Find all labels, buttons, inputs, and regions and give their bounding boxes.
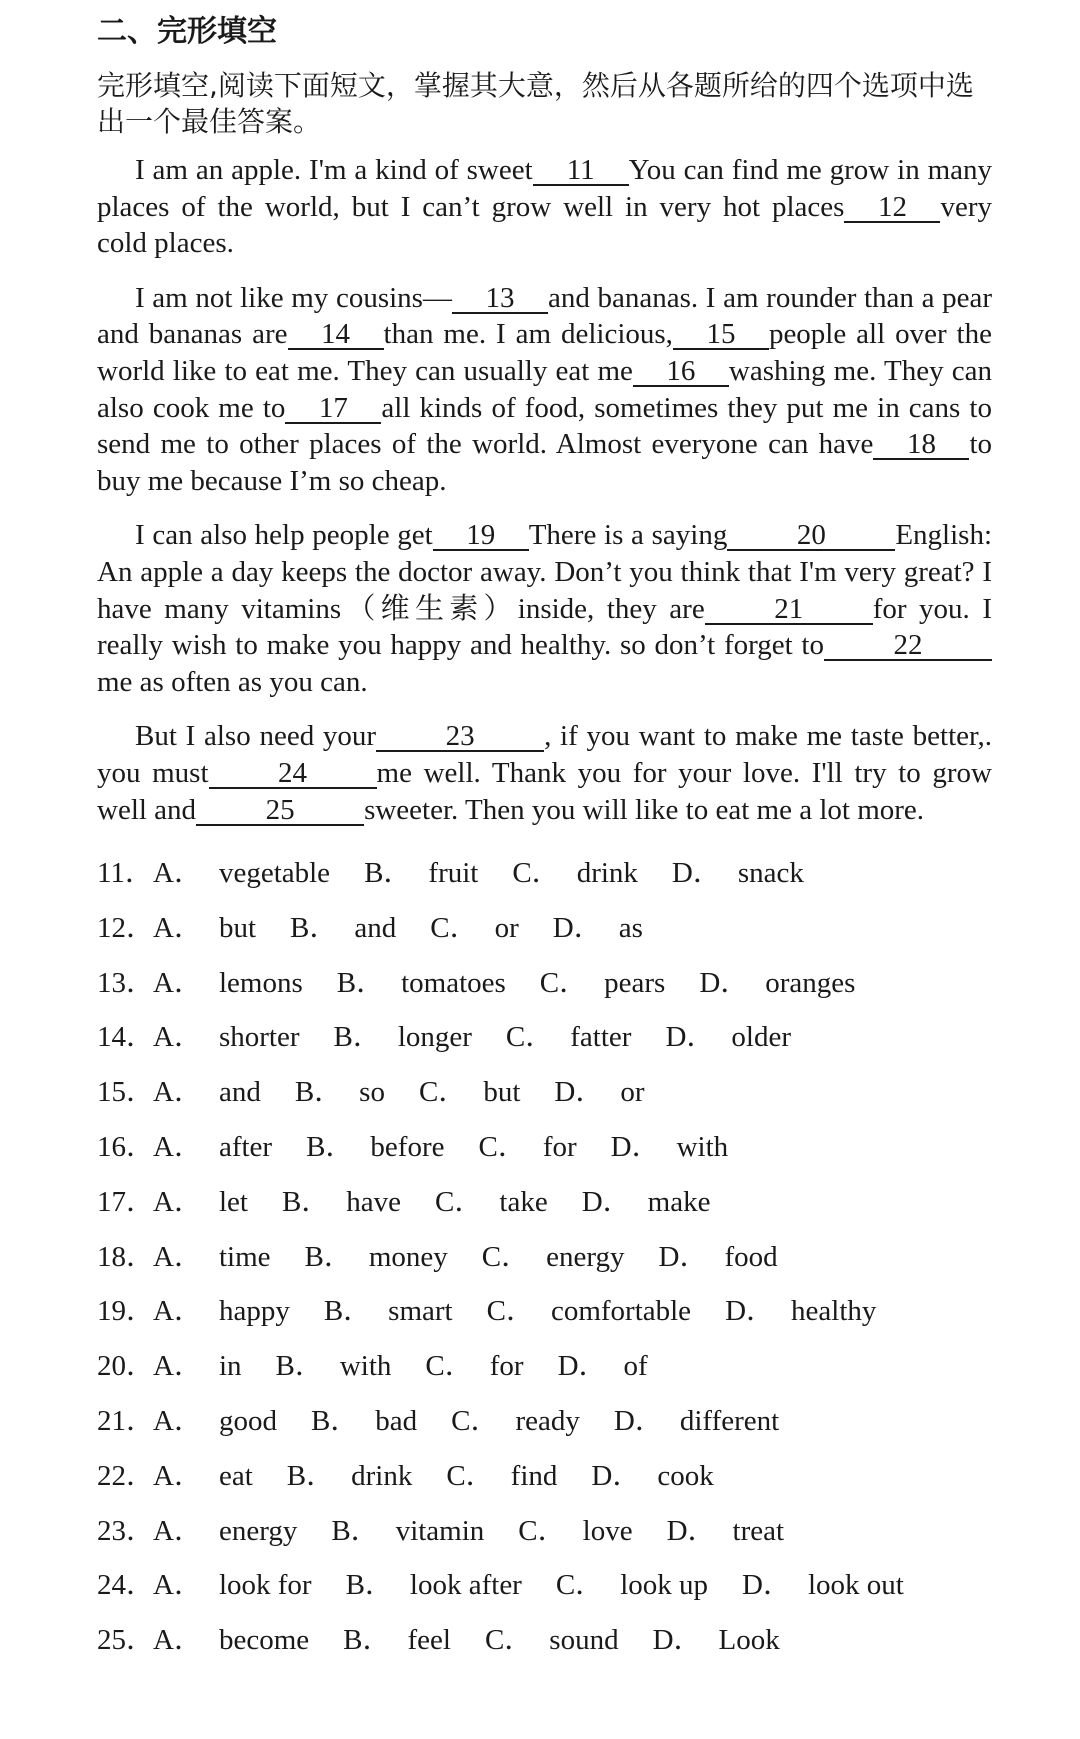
option-letter: B．	[310, 1405, 360, 1438]
option-text: or	[620, 1076, 645, 1109]
answer-blank: 24	[209, 760, 377, 789]
answer-option	[346, 1558, 522, 1613]
passage-text: English: An apple a day keeps the doctor away. Don’t you think that I'm very great? I have many vitamins（维生素）inside, they are	[97, 519, 992, 625]
passage-paragraph	[97, 517, 992, 700]
answer-option	[487, 1284, 691, 1339]
answer-blank: 11	[533, 157, 629, 186]
option-text: love	[582, 1514, 633, 1547]
option-text: fatter	[570, 1021, 632, 1054]
option-letter: B．	[364, 857, 413, 890]
option-letter: D．	[725, 1295, 776, 1328]
question-number: 11．	[97, 857, 154, 890]
answer-option	[725, 1284, 876, 1339]
answer-option	[153, 901, 256, 956]
question-number: 17．	[97, 1185, 156, 1218]
question-row	[97, 1065, 992, 1120]
answer-blank: 13	[452, 285, 548, 314]
question-number: 12．	[97, 911, 156, 944]
answer-option	[540, 956, 666, 1011]
option-letter: A．	[153, 1021, 203, 1054]
question-number: 16．	[97, 1131, 156, 1164]
question-number: 24．	[97, 1569, 156, 1602]
question-row	[97, 1010, 992, 1065]
option-letter: C．	[555, 1569, 605, 1602]
question-row	[97, 956, 992, 1011]
option-letter: B．	[304, 1240, 353, 1273]
answer-blank: 17	[285, 395, 381, 424]
option-text: but	[218, 911, 257, 944]
option-letter: C．	[425, 1350, 474, 1383]
answer-option	[153, 1120, 272, 1175]
option-letter: C．	[486, 1295, 535, 1328]
option-text: have	[346, 1185, 402, 1218]
answer-blank: 19	[433, 522, 529, 551]
passage-text: than me. I am delicious,	[383, 318, 673, 351]
section-title: 二、完形填空	[97, 14, 277, 49]
option-letter: D．	[554, 1076, 605, 1109]
option-text: drink	[351, 1459, 413, 1492]
option-text: but	[483, 1076, 521, 1109]
option-letter: C．	[446, 1459, 495, 1492]
option-text: look out	[807, 1569, 904, 1602]
answer-option	[306, 1120, 444, 1175]
answer-option	[446, 1449, 557, 1504]
passage-text: me well. Thank you for your love. I'll try to grow well and	[97, 756, 992, 826]
option-text: take	[499, 1185, 548, 1218]
option-text: become	[218, 1624, 310, 1657]
option-letter: B．	[336, 966, 386, 999]
question-number: 20．	[97, 1350, 156, 1383]
option-text: in	[218, 1350, 242, 1383]
answer-option	[611, 1120, 729, 1175]
option-text: before	[370, 1131, 445, 1164]
answer-option	[419, 1065, 520, 1120]
option-letter: B．	[294, 1076, 344, 1109]
passage-text: There is a saying	[528, 519, 728, 552]
option-text: treat	[732, 1514, 785, 1547]
answer-option	[333, 1010, 471, 1065]
passage-text: me as often as you can.	[97, 665, 368, 698]
answer-option	[591, 1449, 713, 1504]
question-number: 19．	[97, 1295, 156, 1328]
question-row	[97, 846, 992, 901]
option-text: fruit	[428, 857, 479, 890]
option-letter: B．	[281, 1185, 331, 1218]
option-text: good	[218, 1405, 277, 1438]
option-letter: D．	[610, 1131, 661, 1164]
option-letter: A．	[153, 1350, 203, 1383]
answer-option	[742, 1558, 904, 1613]
question-row	[97, 901, 992, 956]
option-letter: A．	[153, 1569, 203, 1602]
answer-option	[153, 1394, 277, 1449]
passage-text: very cold places.	[97, 190, 992, 260]
option-text: look after	[409, 1569, 522, 1602]
option-text: for	[542, 1131, 577, 1164]
option-text: snack	[737, 857, 804, 890]
answer-option	[518, 1504, 632, 1559]
answer-option	[153, 1175, 248, 1230]
option-text: feel	[407, 1624, 451, 1657]
passage-text: I am not like my cousins—	[135, 281, 452, 314]
option-letter: B．	[275, 1350, 324, 1383]
option-letter: B．	[286, 1459, 336, 1492]
option-text: time	[218, 1240, 271, 1273]
instructions: 完形填空,阅读下面短文，掌握其大意，然后从各题所给的四个选项中选出一个最佳答案。	[97, 69, 974, 138]
answer-option	[451, 1394, 580, 1449]
answer-option	[295, 1065, 385, 1120]
answer-option	[430, 901, 519, 956]
option-letter: B．	[333, 1021, 382, 1054]
passage-text: all kinds of food, sometimes they put me in cans to send me to other places of the world. Almost everyone can have	[97, 391, 992, 461]
question-row	[97, 1613, 992, 1668]
answer-option	[425, 1339, 523, 1394]
answer-option	[553, 901, 643, 956]
answer-blank: 18	[873, 431, 969, 460]
answer-option	[672, 846, 804, 901]
option-text: longer	[397, 1021, 472, 1054]
option-text: ready	[515, 1405, 580, 1438]
option-text: energy	[546, 1240, 625, 1273]
answer-option	[276, 1339, 392, 1394]
option-text: so	[359, 1076, 385, 1109]
option-text: food	[724, 1240, 778, 1273]
option-letter: C．	[478, 1131, 527, 1164]
option-text: vitamin	[395, 1514, 485, 1547]
question-row	[97, 1175, 992, 1230]
question-list	[97, 846, 992, 1668]
option-letter: B．	[323, 1295, 373, 1328]
answer-option	[290, 901, 396, 956]
option-text: make	[647, 1185, 711, 1218]
option-letter: C．	[505, 1021, 555, 1054]
option-text: Look	[718, 1624, 780, 1657]
answer-option	[667, 1504, 784, 1559]
option-letter: A．	[153, 857, 203, 890]
option-letter: A．	[153, 1405, 203, 1438]
question-row	[97, 1339, 992, 1394]
passage	[97, 152, 992, 828]
option-text: look for	[218, 1569, 312, 1602]
answer-option	[282, 1175, 401, 1230]
answer-option	[558, 1339, 648, 1394]
answer-option	[665, 1010, 791, 1065]
option-letter: A．	[153, 911, 203, 944]
answer-blank: 14	[288, 321, 384, 350]
passage-text: for you. I really wish to make you happy and healthy. so don’t forget to	[97, 592, 992, 662]
answer-option	[343, 1613, 451, 1668]
option-text: with	[339, 1350, 392, 1383]
answer-option	[153, 1010, 299, 1065]
answer-option	[331, 1504, 484, 1559]
option-text: and	[354, 911, 397, 944]
passage-text: people all over the world like to eat me. They can usually eat me	[97, 318, 992, 387]
passage-text: I can also help people get	[135, 519, 433, 552]
question-row	[97, 1230, 992, 1285]
option-letter: A．	[153, 1185, 203, 1218]
option-text: different	[679, 1405, 780, 1438]
passage-text: and bananas. I am rounder than a pear and bananas are	[97, 281, 993, 351]
passage-text: washing me. They can also cook me to	[97, 354, 992, 424]
option-letter: D．	[552, 911, 603, 944]
answer-option	[482, 1230, 625, 1285]
option-letter: A．	[153, 1240, 203, 1273]
answer-blank: 22	[824, 632, 992, 661]
option-letter: D．	[666, 1514, 717, 1547]
answer-blank: 21	[705, 596, 873, 625]
option-letter: D．	[699, 966, 750, 999]
answer-option	[153, 1504, 297, 1559]
question-row	[97, 1558, 992, 1613]
answer-blank: 16	[633, 358, 729, 387]
option-text: money	[368, 1240, 448, 1273]
option-letter: B．	[290, 911, 339, 944]
option-text: look up	[620, 1569, 708, 1602]
option-text: vegetable	[218, 857, 331, 890]
answer-blank: 23	[376, 723, 544, 752]
option-letter: B．	[306, 1131, 355, 1164]
answer-option	[614, 1394, 779, 1449]
option-text: tomatoes	[401, 966, 506, 999]
answer-option	[153, 956, 303, 1011]
option-text: energy	[218, 1514, 298, 1547]
question-number: 25．	[97, 1624, 156, 1657]
option-letter: D．	[591, 1459, 642, 1492]
option-text: comfortable	[550, 1295, 692, 1328]
option-letter: A．	[153, 1076, 203, 1109]
answer-option	[554, 1065, 644, 1120]
answer-blank: 12	[844, 194, 940, 223]
passage-text: to buy me because I’m so cheap.	[97, 428, 992, 497]
option-letter: C．	[418, 1076, 468, 1109]
answer-option	[324, 1284, 453, 1339]
option-letter: C．	[484, 1624, 534, 1657]
answer-blank: 15	[673, 321, 769, 350]
option-text: as	[618, 911, 643, 944]
question-number: 21．	[97, 1405, 156, 1438]
answer-option	[506, 1010, 632, 1065]
option-text: cook	[657, 1459, 714, 1492]
option-letter: C．	[539, 966, 589, 999]
option-letter: D．	[652, 1624, 703, 1657]
option-text: find	[510, 1459, 558, 1492]
passage-text: You can find me grow in many places of the world, but I can’t grow well in very hot places	[97, 154, 993, 223]
answer-option	[153, 1284, 290, 1339]
passage-paragraph	[97, 280, 992, 500]
option-text: with	[676, 1131, 729, 1164]
question-number: 18．	[97, 1240, 156, 1273]
answer-option	[659, 1230, 778, 1285]
option-letter: C．	[430, 911, 479, 944]
question-row	[97, 1120, 992, 1175]
option-letter: B．	[343, 1624, 392, 1657]
option-letter: C．	[518, 1514, 567, 1547]
option-text: bad	[375, 1405, 418, 1438]
answer-blank: 25	[196, 797, 364, 826]
question-number: 15．	[97, 1076, 156, 1109]
passage-text: But I also need your	[135, 720, 377, 753]
passage-text: sweeter. Then you will like to eat me a lot more.	[364, 793, 925, 826]
option-text: let	[218, 1185, 248, 1218]
answer-option	[287, 1449, 413, 1504]
option-text: of	[623, 1350, 648, 1383]
passage-paragraph	[97, 152, 992, 262]
option-letter: A．	[153, 1624, 203, 1657]
option-text: after	[218, 1131, 273, 1164]
option-text: oranges	[765, 966, 856, 999]
option-text: sound	[549, 1624, 619, 1657]
option-text: shorter	[218, 1021, 300, 1054]
option-letter: C．	[435, 1185, 484, 1218]
passage-text: , if you want to make me taste better,. you must	[97, 720, 992, 789]
answer-option	[153, 846, 330, 901]
passage-paragraph	[97, 718, 992, 828]
question-number: 14．	[97, 1021, 156, 1054]
answer-option	[653, 1613, 780, 1668]
answer-option	[153, 1449, 253, 1504]
option-letter: D．	[557, 1350, 608, 1383]
option-letter: C．	[481, 1240, 531, 1273]
option-letter: D．	[665, 1021, 716, 1054]
question-number: 13．	[97, 966, 156, 999]
question-row	[97, 1394, 992, 1449]
answer-option	[311, 1394, 417, 1449]
option-text: older	[731, 1021, 791, 1054]
option-letter: D．	[613, 1405, 664, 1438]
option-letter: C．	[451, 1405, 500, 1438]
question-row	[97, 1449, 992, 1504]
answer-option	[337, 956, 506, 1011]
option-text: and	[218, 1076, 261, 1109]
option-letter: A．	[153, 1131, 203, 1164]
answer-option	[153, 1558, 312, 1613]
answer-option	[153, 1339, 242, 1394]
answer-option	[478, 1120, 576, 1175]
question-row	[97, 1504, 992, 1559]
answer-option	[305, 1230, 448, 1285]
option-letter: D．	[658, 1240, 709, 1273]
option-letter: B．	[331, 1514, 380, 1547]
answer-option	[512, 846, 638, 901]
answer-option	[153, 1065, 261, 1120]
option-letter: C．	[512, 857, 561, 890]
option-text: drink	[576, 857, 638, 890]
option-text: lemons	[218, 966, 303, 999]
option-letter: D．	[671, 857, 722, 890]
option-letter: A．	[153, 1514, 203, 1547]
answer-option	[153, 1613, 309, 1668]
answer-option	[556, 1558, 708, 1613]
option-text: pears	[604, 966, 666, 999]
option-text: healthy	[791, 1295, 877, 1328]
option-letter: B．	[345, 1569, 394, 1602]
question-number: 23．	[97, 1514, 156, 1547]
answer-option	[153, 1230, 271, 1285]
answer-option	[435, 1175, 548, 1230]
option-text: for	[489, 1350, 524, 1383]
option-text: smart	[388, 1295, 453, 1328]
answer-blank: 20	[727, 522, 895, 551]
question-number: 22．	[97, 1459, 156, 1492]
answer-option	[582, 1175, 711, 1230]
option-text: happy	[218, 1295, 290, 1328]
answer-option	[485, 1613, 619, 1668]
option-letter: D．	[581, 1185, 632, 1218]
option-letter: A．	[153, 1459, 203, 1492]
answer-option	[699, 956, 855, 1011]
option-letter: A．	[153, 1295, 203, 1328]
option-text: or	[494, 911, 519, 944]
option-text: eat	[218, 1459, 253, 1492]
answer-option	[364, 846, 478, 901]
option-letter: D．	[742, 1569, 792, 1602]
option-letter: A．	[153, 966, 203, 999]
question-row	[97, 1284, 992, 1339]
passage-text: I am an apple. I'm a kind of sweet	[135, 154, 533, 186]
